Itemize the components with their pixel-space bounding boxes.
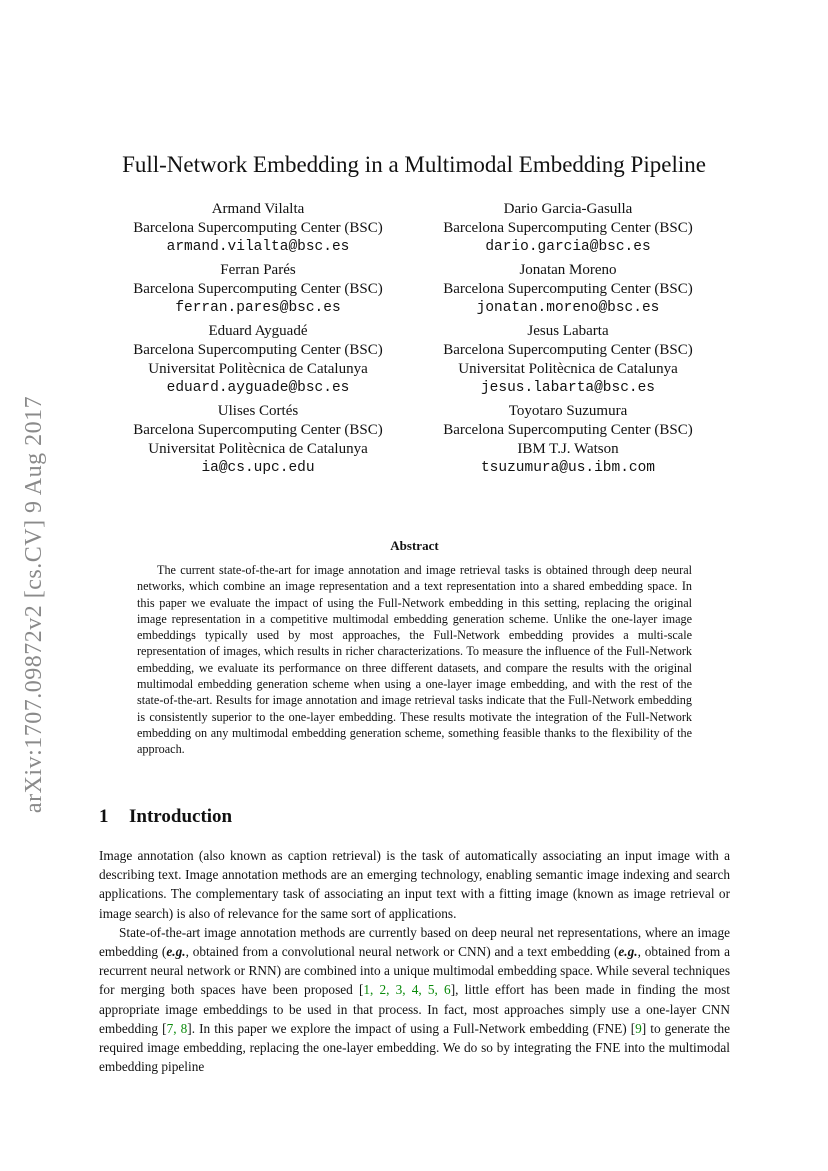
author-name: Eduard Ayguadé — [208, 323, 308, 339]
author-name: Toyotaro Suzumura — [508, 403, 628, 419]
author-name: Dario Garcia-Gasulla — [503, 201, 633, 217]
author-card — [413, 261, 723, 318]
author-email: eduard.ayguade@bsc.es — [166, 380, 350, 396]
section-heading — [99, 806, 232, 828]
arxiv-identifier-text: arXiv:1707.09872v2 [cs.CV] 9 Aug 2017 — [21, 395, 48, 813]
section-title: Introduction — [129, 806, 233, 827]
section-number: 1 — [99, 806, 109, 827]
author-name: Jesus Labarta — [527, 323, 609, 339]
arxiv-identifier — [18, 364, 52, 844]
text-run: State-of-the-art image annotation methods are currently based on deep neural net representations, where an image embedding ( — [99, 924, 730, 960]
introduction-body — [99, 846, 730, 1076]
author-email: jesus.labarta@bsc.es — [480, 380, 656, 396]
abstract-section — [137, 538, 692, 758]
author-block — [103, 200, 723, 478]
citation-link[interactable]: 7, 8 — [166, 1020, 188, 1036]
text-run: ]. In this paper we explore the impact of using a Full-Network embedding (FNE) [ — [187, 1020, 636, 1036]
text-run: , obtained from a recurrent neural network or RNN) are combined into a unique multimodal embedding space. While several techniques for merging both spaces have been proposed [ — [99, 944, 730, 998]
author-name: Ulises Cortés — [217, 403, 299, 419]
author-affiliation: Barcelona Supercomputing Center (BSC) — [133, 220, 383, 236]
author-email: tsuzumura@us.ibm.com — [480, 460, 656, 476]
author-email: ferran.pares@bsc.es — [175, 300, 341, 316]
author-card — [103, 322, 413, 398]
emphasis: e.g. — [618, 944, 638, 960]
author-card — [103, 402, 413, 478]
author-affiliation: Barcelona Supercomputing Center (BSC) — [133, 422, 383, 438]
author-card — [103, 261, 413, 318]
author-affiliation: Barcelona Supercomputing Center (BSC) — [443, 342, 693, 358]
author-affiliation: Barcelona Supercomputing Center (BSC) — [443, 220, 693, 236]
paragraph: Image annotation (also known as caption retrieval) is the task of automatically associating an input image with a describing text. Image annotation methods are an emerging technology, enabling semantic image indexing and search applications. The complementary task of associating an input text with a fitting image (known as image retrieval or image search) is also of relevance for the same sort of applications. — [99, 848, 730, 921]
text-run: ], little effort has been made in finding the most appropriate image embeddings to be used in that process. In fact, most approaches simply use a one-layer CNN embedding [ — [99, 982, 730, 1036]
author-affiliation: Barcelona Supercomputing Center (BSC) — [133, 281, 383, 297]
author-name: Armand Vilalta — [211, 201, 305, 217]
author-affiliation: Barcelona Supercomputing Center (BSC) — [443, 281, 693, 297]
citation-link[interactable]: 9 — [635, 1020, 642, 1036]
author-card — [413, 402, 723, 478]
emphasis: e.g. — [166, 944, 186, 960]
author-affiliation: Universitat Politècnica de Catalunya — [458, 361, 678, 377]
author-affiliation: IBM T.J. Watson — [517, 441, 619, 457]
author-affiliation: Universitat Politècnica de Catalunya — [148, 441, 368, 457]
author-affiliation: Barcelona Supercomputing Center (BSC) — [133, 342, 383, 358]
author-email: jonatan.moreno@bsc.es — [476, 300, 660, 316]
text-run: ] to generate the required image embedding, replacing the one-layer embedding. We do so by integrating the FNE into the multimodal embedding pipeline — [99, 1020, 730, 1075]
paper-title: Full-Network Embedding in a Multimodal Embedding Pipeline — [122, 152, 706, 177]
author-affiliation: Barcelona Supercomputing Center (BSC) — [443, 422, 693, 438]
abstract-heading: Abstract — [390, 538, 439, 553]
author-email: dario.garcia@bsc.es — [485, 239, 651, 255]
paragraph — [99, 923, 730, 1077]
author-card — [413, 322, 723, 398]
text-run: , obtained from a convolutional neural network or CNN) and a text embedding ( — [185, 944, 619, 960]
citation-link[interactable]: 1, 2, 3, 4, 5, 6 — [363, 982, 451, 998]
author-card — [413, 200, 723, 257]
abstract-text: The current state-of-the-art for image annotation and image retrieval tasks is obtained through deep neural networks, which combine an image representation and a text representation into a shared embedding space. In this paper we evaluate the impact of using the Full-Network embedding in this setting, replacing the original image representation in a competitive multimodal embedding generation scheme. Unlike the one-layer image embeddings typically used by most approaches, the Full-Network embedding provides a multi-scale representation of images, which results in richer characterizations. To measure the influence of the Full-Network embedding, we evaluate its performance on three different datasets, and compare the results with the original multimodal embedding generation scheme when using a one-layer image embedding, and with the rest of the state-of-the-art. Results for image annotation and image retrieval tasks indicate that the Full-Network embedding is consistently superior to the one-layer embedding. These results motivate the integration of the Full-Network embedding on any multimodal embedding generation scheme, something feasible thanks to the flexibility of the approach. — [137, 563, 692, 757]
author-email: armand.vilalta@bsc.es — [166, 239, 350, 255]
author-affiliation: Universitat Politècnica de Catalunya — [148, 361, 368, 377]
author-name: Ferran Parés — [220, 262, 296, 278]
author-name: Jonatan Moreno — [519, 262, 617, 278]
author-card — [103, 200, 413, 257]
author-email: ia@cs.upc.edu — [201, 460, 315, 476]
